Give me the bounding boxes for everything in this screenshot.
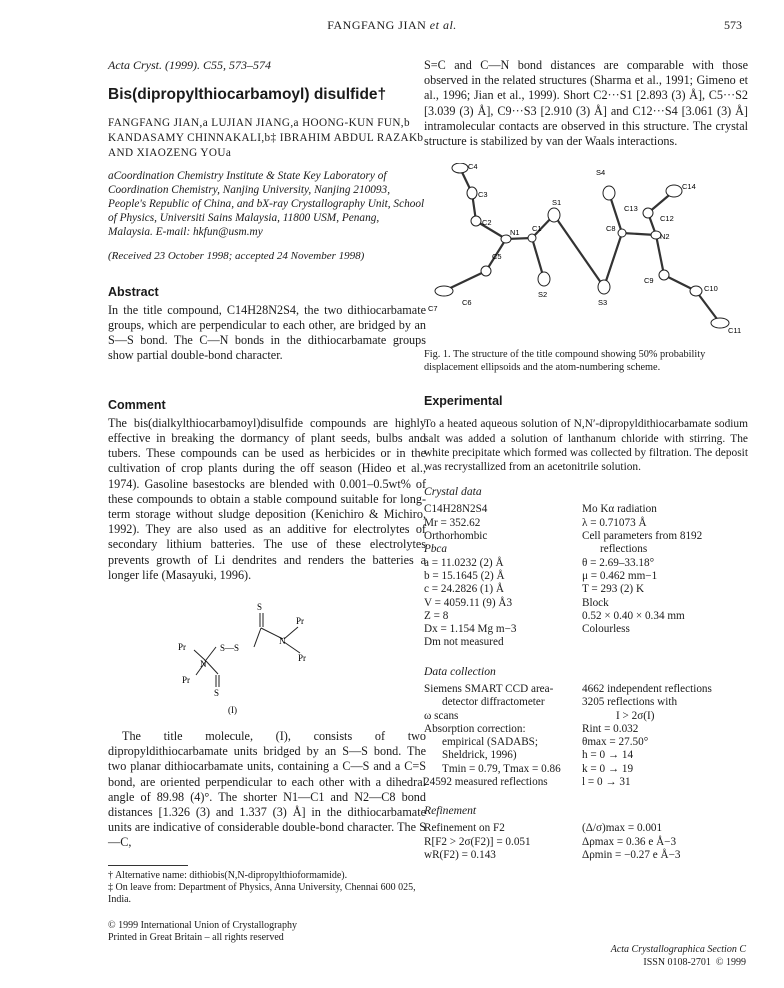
crystal-v: V = 4059.11 (9) Å3 bbox=[424, 596, 513, 609]
affiliation: aCoordination Chemistry Institute & State Key Laboratory of Coordination Chemistry, Nanjing University, Nanjing 210093, People's Republic of China, and bX-ray Crystallography Unit, School of Physics, Universiti Sains Malaysia, 11800 USM, Penang, Malaysia. E-mail: hkfun@usm.my bbox=[108, 170, 425, 239]
crystal-cell-params: Cell parameters from 8192 bbox=[582, 530, 703, 543]
atom-label-c7: C7 bbox=[428, 304, 438, 314]
left-column bbox=[108, 58, 426, 944]
refinement-right bbox=[582, 822, 748, 862]
scheme-compound-label: (I) bbox=[228, 705, 237, 716]
received-dates: (Received 23 October 1998; accepted 24 November 1998) bbox=[108, 250, 365, 263]
scheme-ss: S—S bbox=[220, 643, 240, 654]
crystal-mu: μ = 0.462 mm−1 bbox=[582, 569, 658, 582]
atom-label-c4: C4 bbox=[468, 163, 478, 172]
collection-l: l = 0 → 31 bbox=[582, 775, 631, 788]
collection-diffractometer-1: Siemens SMART CCD area- bbox=[424, 682, 554, 695]
scheme-pr-left: Pr bbox=[178, 642, 187, 653]
running-author: FANGFANG JIAN et al. bbox=[327, 18, 457, 32]
experimental-heading: Experimental bbox=[424, 394, 503, 409]
atom-label-c12: C12 bbox=[660, 214, 674, 224]
refinement-rhomin: Δρmin = −0.27 e Å−3 bbox=[582, 849, 681, 862]
abstract-heading: Abstract bbox=[108, 284, 159, 299]
crystal-radiation: Mo Kα radiation bbox=[582, 503, 657, 516]
collection-absorption: Absorption correction: bbox=[424, 722, 526, 735]
atom-label-c11: C11 bbox=[728, 326, 742, 336]
scheme-n-left: N bbox=[200, 659, 207, 670]
data-collection-table bbox=[424, 683, 748, 789]
atom-label-s2: S2 bbox=[538, 290, 548, 300]
crystal-size: 0.52 × 0.40 × 0.34 mm bbox=[582, 609, 685, 622]
collection-tmin-tmax: Tmin = 0.79, Tmax = 0.86 bbox=[442, 762, 561, 775]
footer-journal: Acta Crystallographica Section C bbox=[610, 944, 746, 955]
crystal-dm: Dm not measured bbox=[424, 636, 504, 649]
crystal-lambda: λ = 0.71073 Å bbox=[582, 516, 647, 529]
crystal-theta: θ = 2.69–33.18° bbox=[582, 556, 655, 569]
crystal-dx: Dx = 1.154 Mg m−3 bbox=[424, 623, 517, 636]
refinement-left bbox=[424, 822, 582, 862]
comment-paragraph-1: The bis(dialkylthiocarbamoyl)disulfide compounds are highly effective in breaking the dormancy of plant seeds, bulbs and tubers. These compounds can be used as herbicides or in the cultivation of crop plants during the off season (Hideo et al., 1974). Gasoline basestocks are blended with 0.001–0.5wt% of these compounds to obtain a stable compound suitable for long-term storage without sludge deposition (Kenichiro & Michiro, 1992). They are also used as an additive for electrolytes of secondary lithium batteries. The use of these electrolytes prevents growth of Li dendrites and renders the batteries a longer life (Masayuki, 1996). bbox=[108, 415, 426, 582]
comment-paragraph-2: The title molecule, (I), consists of two dipropyldithiocarbamate units bridged by an S—S bond. The two planar dithiocarbamate units, containing a C—S and a C=S bond, are oriented perpendicular to each other with a dihedral angle of 89.98 (4)°. The shorter N1—C1 and N2—C8 bond distances [1.326 (3) and 1.337 (3) Å] in the dithiocarbamate units are indicative of considerable double-bond character. The S—C, bbox=[108, 729, 426, 850]
collection-h: h = 0 → 14 bbox=[582, 749, 634, 762]
journal-reference: Acta Cryst. (1999). C55, 573–574 bbox=[108, 58, 271, 72]
atom-label-c10: C10 bbox=[704, 284, 718, 294]
crystal-a: a = 11.0232 (2) Å bbox=[424, 556, 504, 569]
collection-thetamax: θmax = 27.50° bbox=[582, 736, 649, 749]
scheme-pr-top: Pr bbox=[296, 616, 305, 627]
crystal-data-left bbox=[424, 503, 582, 649]
right-column bbox=[424, 58, 748, 862]
article-title: Bis(dipropylthiocarbamoyl) disulfide† bbox=[108, 86, 387, 104]
journal-footer bbox=[611, 944, 746, 969]
scheme-pr-right: Pr bbox=[298, 653, 307, 664]
atom-label-c3: C3 bbox=[478, 190, 488, 200]
data-collection-heading: Data collection bbox=[424, 664, 496, 678]
collection-absorption-method: empirical (SADABS; bbox=[442, 736, 539, 749]
collection-absorption-ref: Sheldrick, 1996) bbox=[442, 749, 517, 762]
refinement-on: Refinement on F2 bbox=[424, 822, 505, 835]
crystal-c: c = 24.2826 (1) Å bbox=[424, 583, 504, 596]
chemical-scheme bbox=[108, 595, 426, 715]
crystal-data-table bbox=[424, 503, 748, 649]
atom-label-c5: C5 bbox=[492, 252, 502, 262]
figure-1 bbox=[424, 163, 748, 343]
atom-label-n1: N1 bbox=[510, 228, 520, 238]
scheme-s-top: S bbox=[257, 602, 263, 613]
footnote-alternative-name: † Alternative name: dithiobis(N,N-dipropylthioformamide). bbox=[108, 869, 348, 881]
collection-diffractometer-2: detector diffractometer bbox=[442, 696, 545, 709]
crystal-mr: Mr = 352.62 bbox=[424, 516, 481, 529]
comment-continued: S=C and C—N bond distances are comparable with those observed in the related structures (Sharma et al., 1991; Gimeno et al., 1996; Jian et al., 1999). Short C2···S1 [2.893 (3) Å], C5···S2 [3.039 (3) Å], C9···S3 [2.910 (3) Å] and C12···S4 [3.061 (3) Å] intramolecular contacts are observed in this structure. The crystal structure is stabilized by van der Waals interactions. bbox=[424, 58, 748, 149]
collection-independent: 4662 independent reflections bbox=[582, 682, 712, 695]
footer-issn: ISSN 0108-2701 © 1999 bbox=[643, 956, 746, 968]
comment-heading: Comment bbox=[108, 397, 166, 412]
crystal-cell-reflections: reflections bbox=[600, 543, 648, 556]
refinement-wr: wR(F2) = 0.143 bbox=[424, 849, 496, 862]
crystal-colour: Colourless bbox=[582, 623, 630, 636]
atom-label-s3: S3 bbox=[598, 298, 608, 308]
atom-label-c2: C2 bbox=[482, 218, 492, 228]
footnote-rule bbox=[108, 865, 188, 866]
crystal-temperature: T = 293 (2) K bbox=[582, 583, 645, 596]
molecular-structure-drawing bbox=[424, 163, 748, 343]
crystal-b: b = 15.1645 (2) Å bbox=[424, 569, 505, 582]
refinement-shift: (Δ/σ)max = 0.001 bbox=[582, 822, 663, 835]
copyright-line-2: Printed in Great Britain – all rights reserved bbox=[108, 932, 284, 944]
collection-measured: 24592 measured reflections bbox=[424, 775, 548, 788]
abstract-text: In the title compound, C14H28N2S4, the two dithiocarbamate groups, which are perpendicular to each other, are bridged by an S—S bond. The C—N bonds in the dithiocarbamate groups show partial double-bond character. bbox=[108, 302, 426, 363]
refinement-rhomax: Δρmax = 0.36 e Å−3 bbox=[582, 835, 677, 848]
atom-label-c1: C1 bbox=[532, 224, 542, 234]
refinement-table bbox=[424, 822, 748, 862]
page-number: 573 bbox=[724, 18, 742, 32]
atom-label-c8: C8 bbox=[606, 224, 616, 234]
crystal-data-right bbox=[582, 503, 748, 649]
collection-scans: ω scans bbox=[424, 709, 459, 722]
atom-label-c13: C13 bbox=[624, 204, 638, 214]
atom-label-s4: S4 bbox=[596, 168, 606, 178]
crystal-shape: Block bbox=[582, 596, 609, 609]
atom-label-n2: N2 bbox=[660, 232, 670, 242]
footnote-on-leave: ‡ On leave from: Department of Physics, Anna University, Chennai 600 025, India. bbox=[108, 881, 416, 905]
atom-label-c9: C9 bbox=[644, 276, 654, 286]
data-collection-right bbox=[582, 683, 748, 789]
running-header bbox=[0, 18, 784, 38]
experimental-text: To a heated aqueous solution of N,N′-dipropyldithiocarbamate sodium salt was added a solution of lanthanum chloride with stirring. The white precipitate which formed was collected by filtration. The deposit was recrystallized from an acetonitrile solution. bbox=[424, 418, 748, 474]
figure-caption: Fig. 1. The structure of the title compound showing 50% probability displacement ellipsoids and the atom-numbering scheme. bbox=[424, 349, 706, 373]
collection-k: k = 0 → 19 bbox=[582, 762, 634, 775]
refinement-heading: Refinement bbox=[424, 804, 477, 818]
crystal-z: Z = 8 bbox=[424, 609, 449, 622]
refinement-r: R[F2 > 2σ(F2)] = 0.051 bbox=[424, 835, 531, 848]
atom-label-s1: S1 bbox=[552, 198, 562, 208]
crystal-data-heading: Crystal data bbox=[424, 485, 482, 499]
crystal-formula: C14H28N2S4 bbox=[424, 503, 488, 516]
atom-label-c14: C14 bbox=[682, 182, 696, 192]
collection-criterion: I > 2σ(I) bbox=[616, 709, 655, 722]
atom-label-c6: C6 bbox=[462, 298, 472, 308]
copyright-line-1: © 1999 International Union of Crystallography bbox=[108, 919, 297, 931]
crystal-system: Orthorhombic bbox=[424, 530, 488, 543]
scheme-pr-bottom: Pr bbox=[182, 675, 191, 686]
collection-rint: Rint = 0.032 bbox=[582, 722, 639, 735]
scheme-s-bottom: S bbox=[214, 688, 220, 699]
crystal-space-group: Pbca bbox=[424, 543, 447, 556]
data-collection-left bbox=[424, 683, 582, 789]
scheme-n-right: N bbox=[279, 636, 286, 647]
collection-with: 3205 reflections with bbox=[582, 696, 678, 709]
scheme-drawing bbox=[108, 595, 426, 715]
author-list: FANGFANG JIAN,a LUJIAN JIANG,a HOONG-KUN FUN,b KANDASAMY CHINNAKALI,b‡ IBRAHIM ABDUL RAZAKb AND XIAOZENG YOUa bbox=[108, 117, 424, 160]
